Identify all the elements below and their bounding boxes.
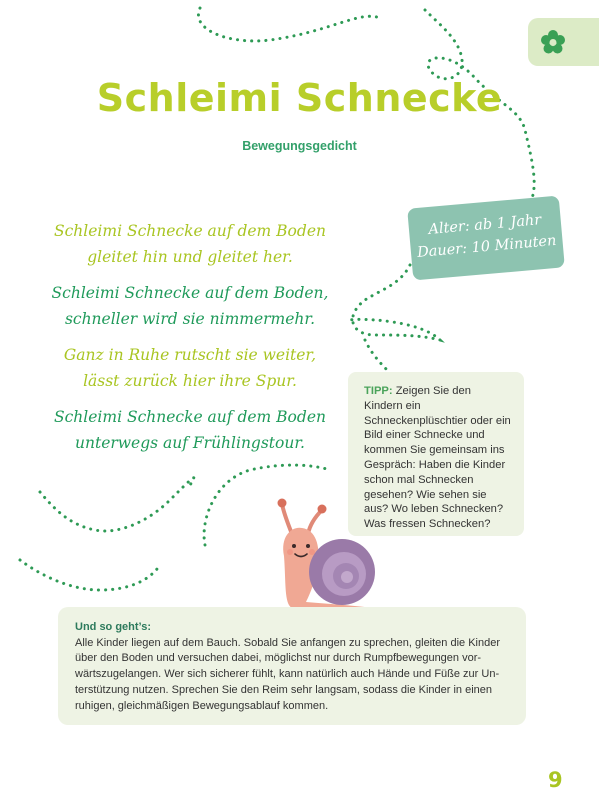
poem-line: Schleimi Schnecke auf dem Boden	[54, 222, 326, 240]
poem-line: lässt zurück hier ihre Spur.	[83, 372, 297, 390]
poem-stanza	[30, 342, 350, 394]
poem-stanza	[30, 280, 350, 332]
page-number: 9	[548, 768, 563, 792]
instructions-box	[58, 607, 526, 725]
snail-illustration	[270, 496, 380, 614]
instructions-heading: Und so geht’s:	[75, 621, 151, 633]
tip-label: TIPP:	[364, 385, 393, 397]
page-subtitle: Bewegungsgedicht	[242, 139, 357, 153]
page-title: Schleimi Schnecke	[96, 76, 503, 120]
age-duration-box	[407, 196, 565, 281]
poem-line: Schleimi Schnecke auf dem Boden	[54, 408, 326, 426]
flower-icon	[540, 29, 566, 55]
poem-stanza	[30, 218, 350, 270]
corner-tab	[528, 18, 599, 66]
instructions-text: Alle Kinder liegen auf dem Bauch. Sobald Sie anfangen zu sprechen, gleiten die Kinder über den Boden und versuchen dabei, möglichst nur durch Rumpfbewegungen vor-wärtszugelangen. Wer sich sicherer fühlt, kann natürlich auch Hände und Füße zur Un-terstützung nutzen. Sprechen Sie den Reim sehr langsam, sodass die Kinder in einen ruhigen, gleichmäßigen Bewegungsablauf kommen.	[75, 636, 501, 712]
age-label: Alter: ab 1 Jahr	[427, 212, 542, 238]
poem-line: Schleimi Schnecke auf dem Boden,	[51, 284, 329, 302]
poem-line: gleitet hin und gleitet her.	[87, 248, 293, 266]
poem-line: Ganz in Ruhe rutscht sie weiter,	[63, 346, 317, 364]
tip-text: Zeigen Sie den Kindern ein Schneckenplüschtier oder ein Bild einer Schnecke und kommen Sie gemeinsam ins Gespräch: Haben die Kinder schon mal Schnecken gesehen? Wie sehen sie aus? Wo leben Schnecken? Was fressen Schnecken?	[364, 385, 511, 531]
poem	[30, 218, 350, 466]
poem-line: schneller wird sie nimmermehr.	[64, 310, 316, 328]
poem-stanza	[30, 404, 350, 456]
poem-line: unterwegs auf Frühlingstour.	[75, 434, 305, 452]
duration-label: Dauer: 10 Minuten	[416, 232, 558, 262]
